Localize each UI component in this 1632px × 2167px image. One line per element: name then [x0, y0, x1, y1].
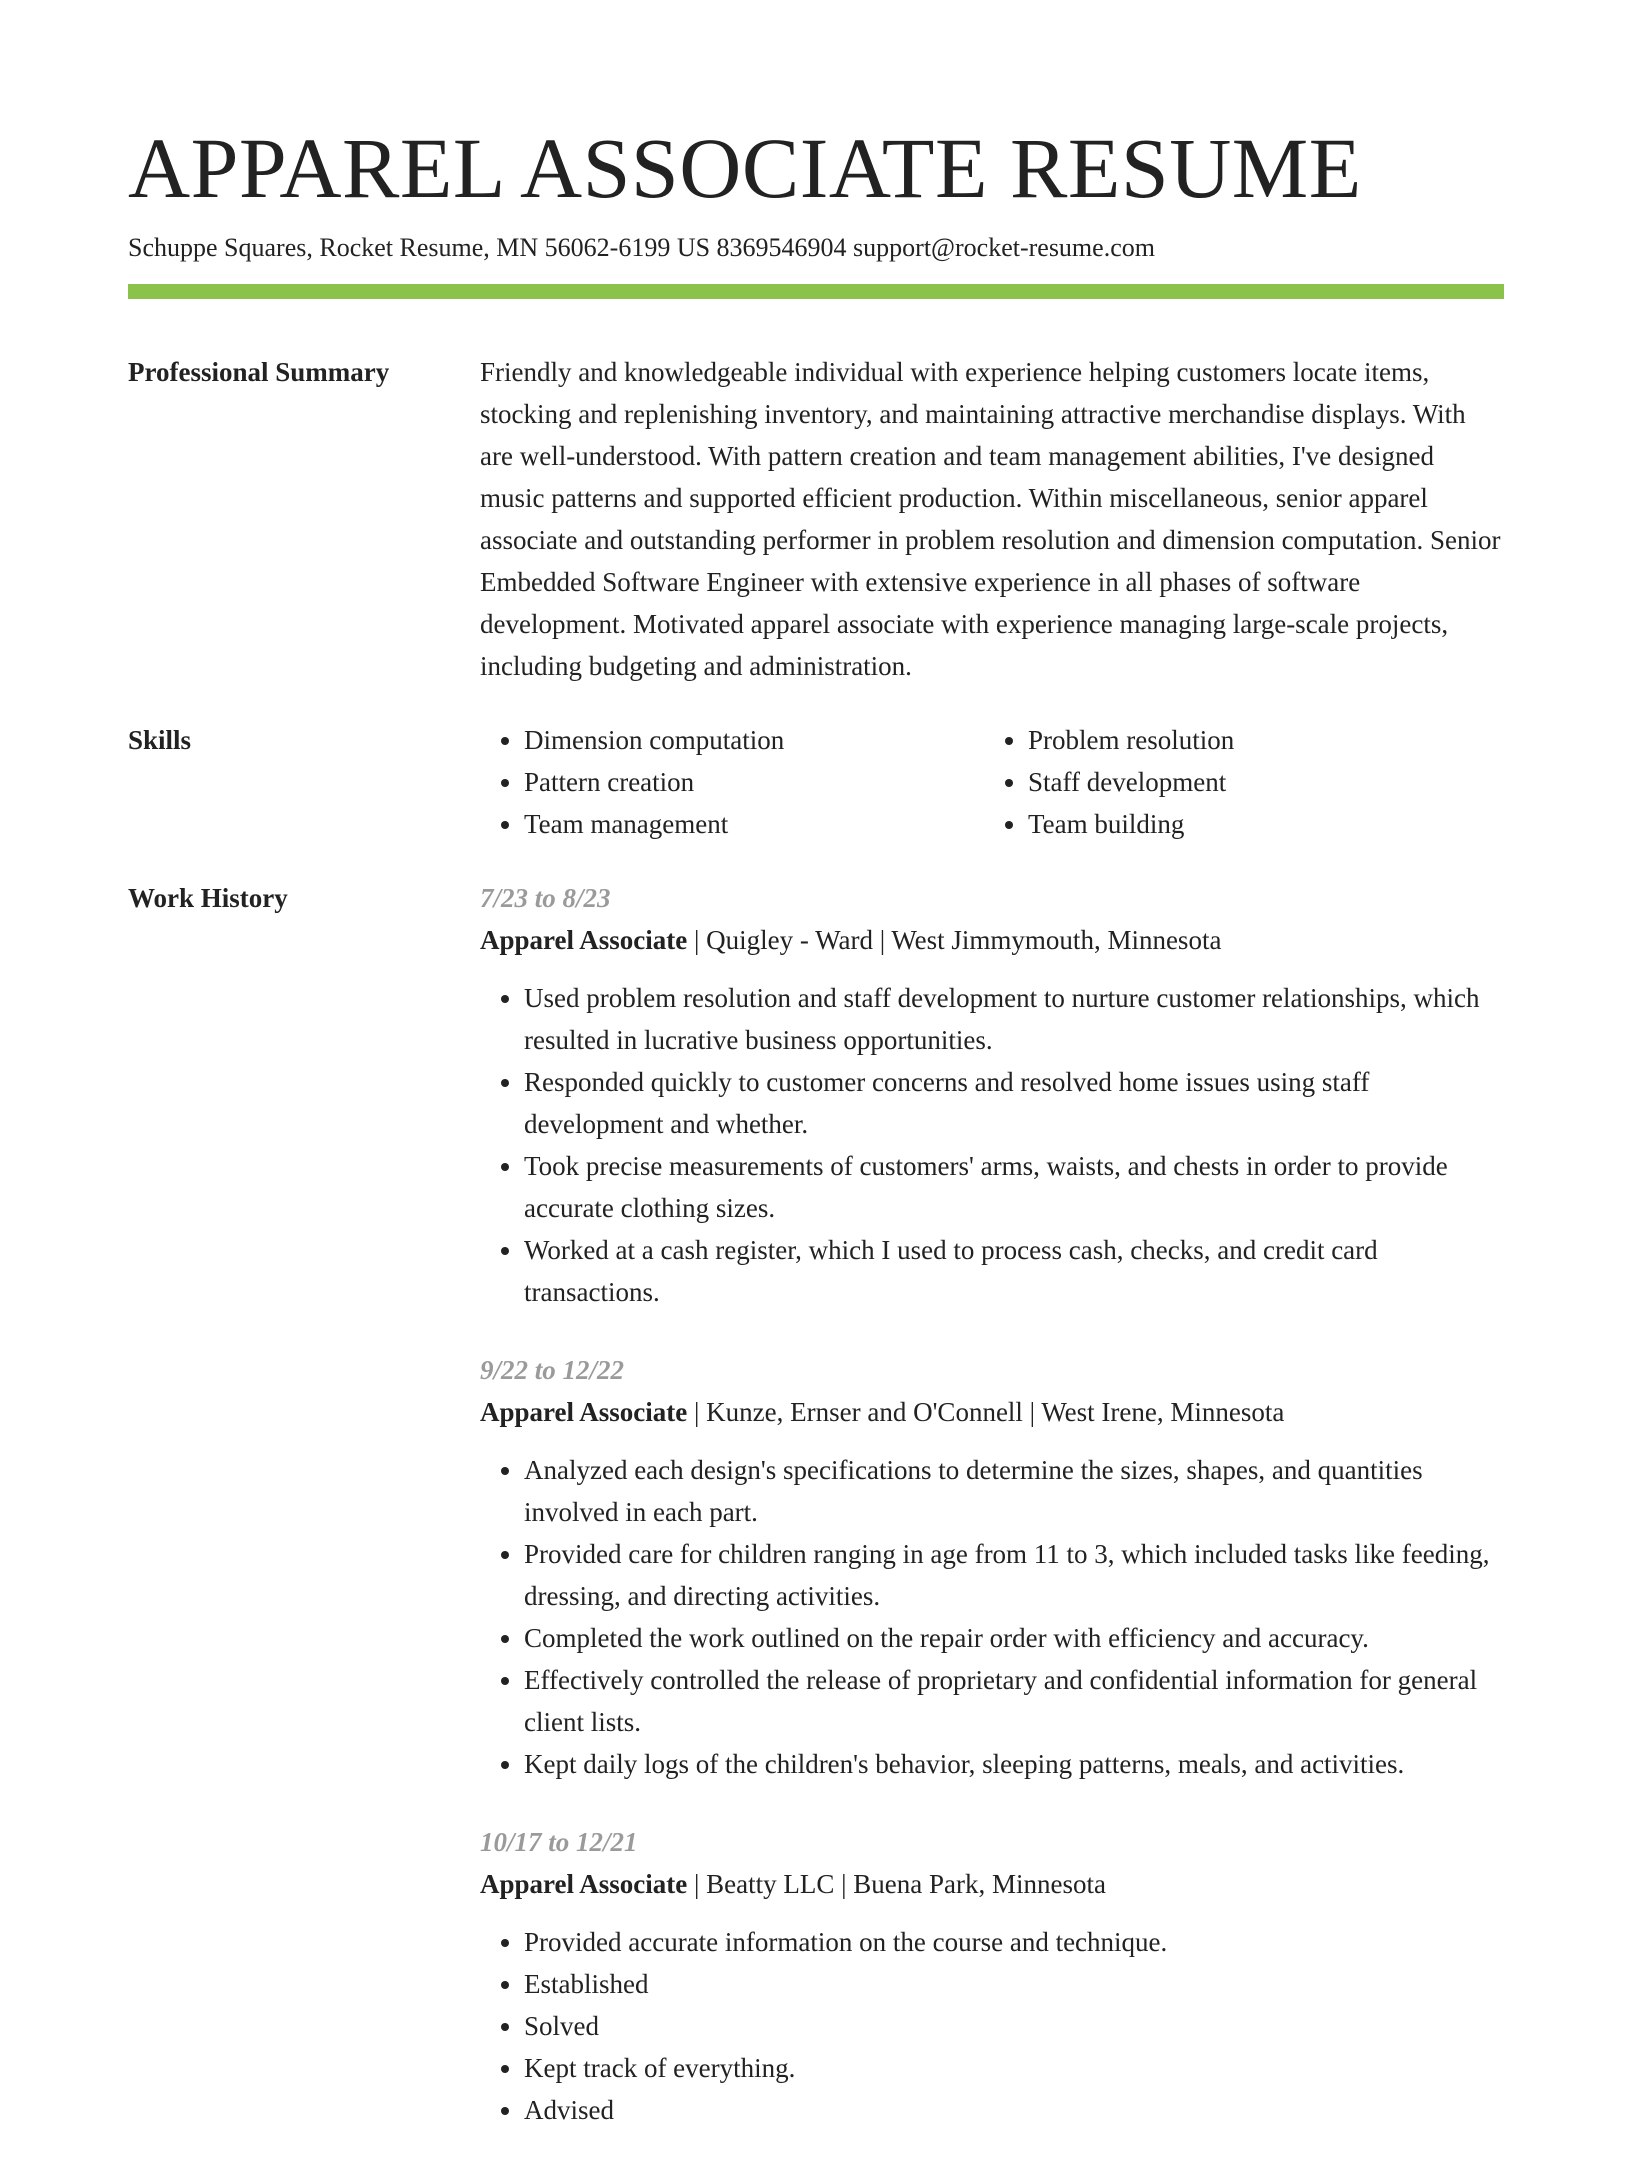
page-title: APPAREL ASSOCIATE RESUME [128, 120, 1362, 216]
job-entry [480, 1349, 1504, 1785]
job-bullet: • Worked at a cash register, which I used to process cash, checks, and credit card transactions. [524, 1229, 1504, 1313]
job-bullet: • Used problem resolution and staff development to nurture customer relationships, which resulted in lucrative business opportunities. [524, 977, 1504, 1061]
skill-item: • Pattern creation [524, 761, 984, 803]
skills-section [128, 719, 1504, 845]
skills-list-left [480, 719, 984, 845]
job-details: | Quigley - Ward | West Jimmymouth, Minnesota [687, 925, 1222, 955]
job-entry [480, 877, 1504, 1313]
job-bullet: • Established [524, 1963, 1504, 2005]
contact-line: Schuppe Squares, Rocket Resume, MN 56062-6199 US 8369546904 support@rocket-resume.com [128, 233, 1155, 262]
section-label-skills: Skills [128, 725, 192, 755]
skills-list-right [984, 719, 1504, 845]
job-entry [480, 1821, 1504, 2131]
job-title: Apparel Associate [480, 925, 688, 955]
work-history-section [128, 877, 1504, 2167]
job-details: | Kunze, Ernser and O'Connell | West Irene, Minnesota [687, 1397, 1285, 1427]
skill-item: • Problem resolution [1028, 719, 1504, 761]
summary-text: Friendly and knowledgeable individual with experience helping customers locate items, stocking and replenishing inventory, and maintaining attractive merchandise displays. With are well-understood. With pattern creation and team management abilities, I've designed music patterns and supported efficient production. Within miscellaneous, senior apparel associate and outstanding performer in problem resolution and dimension computation. Senior Embedded Software Engineer with extensive experience in all phases of software development. Motivated apparel associate with experience managing large-scale projects, including budgeting and administration. [480, 357, 1501, 681]
accent-divider [128, 284, 1504, 299]
section-label-summary: Professional Summary [128, 357, 390, 387]
job-bullet: • Responded quickly to customer concerns and resolved home issues using staff development and whether. [524, 1061, 1504, 1145]
job-details: | Beatty LLC | Buena Park, Minnesota [687, 1869, 1106, 1899]
skill-item: • Team building [1028, 803, 1504, 845]
job-bullet: • Advised [524, 2089, 1504, 2131]
job-date: 10/17 to 12/21 [480, 1827, 638, 1857]
job-date: 9/22 to 12/22 [480, 1355, 625, 1385]
job-bullet: • Kept track of everything. [524, 2047, 1504, 2089]
job-heading [480, 919, 1504, 961]
job-bullet: • Solved [524, 2005, 1504, 2047]
job-bullet: • Took precise measurements of customers' arms, waists, and chests in order to provide accurate clothing sizes. [524, 1145, 1504, 1229]
skill-item: • Team management [524, 803, 984, 845]
resume-page [128, 118, 1504, 2167]
job-heading [480, 1391, 1504, 1433]
job-bullets [480, 1921, 1504, 2131]
job-bullet: • Provided accurate information on the course and technique. [524, 1921, 1504, 1963]
job-bullet: • Effectively controlled the release of proprietary and confidential information for general client lists. [524, 1659, 1504, 1743]
job-bullets [480, 1449, 1504, 1785]
job-title: Apparel Associate [480, 1869, 688, 1899]
job-title: Apparel Associate [480, 1397, 688, 1427]
section-label-work: Work History [128, 883, 288, 913]
skills-grid [480, 719, 1504, 845]
professional-summary-section [128, 351, 1504, 687]
job-bullet: • Analyzed each design's specifications to determine the sizes, shapes, and quantities involved in each part. [524, 1449, 1504, 1533]
skill-item: • Staff development [1028, 761, 1504, 803]
job-date: 7/23 to 8/23 [480, 883, 611, 913]
job-heading [480, 1863, 1504, 1905]
job-bullet: • Kept daily logs of the children's behavior, sleeping patterns, meals, and activities. [524, 1743, 1504, 1785]
skill-item: • Dimension computation [524, 719, 984, 761]
job-bullets [480, 977, 1504, 1313]
job-bullet: • Provided care for children ranging in age from 11 to 3, which included tasks like feeding, dressing, and directing activities. [524, 1533, 1504, 1617]
job-bullet: • Completed the work outlined on the repair order with efficiency and accuracy. [524, 1617, 1504, 1659]
